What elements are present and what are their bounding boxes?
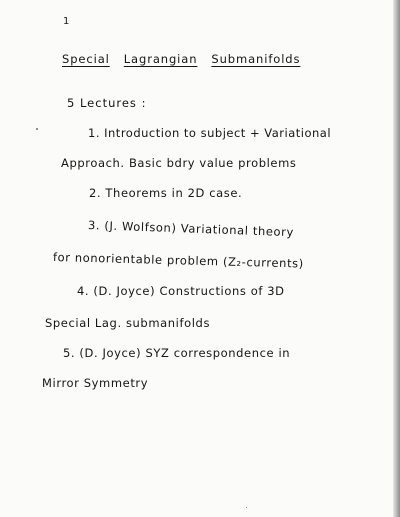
lectures-heading: 5 Lectures : — [67, 96, 147, 110]
lecture-2-line: 2. Theorems in 2D case. — [89, 186, 243, 200]
lecture-4-line-2: Special Lag. submanifolds — [45, 316, 211, 330]
title-word-submanifolds: Submanifolds — [211, 52, 301, 66]
title-word-special: Special — [62, 52, 110, 66]
scanner-edge-shadow — [393, 0, 400, 517]
scan-speck — [246, 507, 247, 508]
lecture-3-line-2: for nonorientable problem (Z₂-currents) — [52, 250, 305, 271]
lecture-1-line-1: 1. Introduction to subject + Variational — [88, 126, 332, 140]
title-word-lagrangian: Lagrangian — [123, 52, 198, 66]
lecture-5-line-1: 5. (D. Joyce) SYZ correspondence in — [63, 346, 291, 360]
page-number: 1 — [63, 16, 70, 27]
page-title — [62, 52, 314, 66]
lecture-4-line-1: 4. (D. Joyce) Constructions of 3D — [77, 284, 285, 298]
lecture-3-line-1: 3. (J. Wolfson) Variational theory — [87, 218, 295, 240]
lecture-1-line-2: Approach. Basic bdry value problems — [61, 156, 297, 170]
lecture-5-line-2: Mirror Symmetry — [42, 376, 149, 390]
scan-speck — [36, 128, 38, 130]
